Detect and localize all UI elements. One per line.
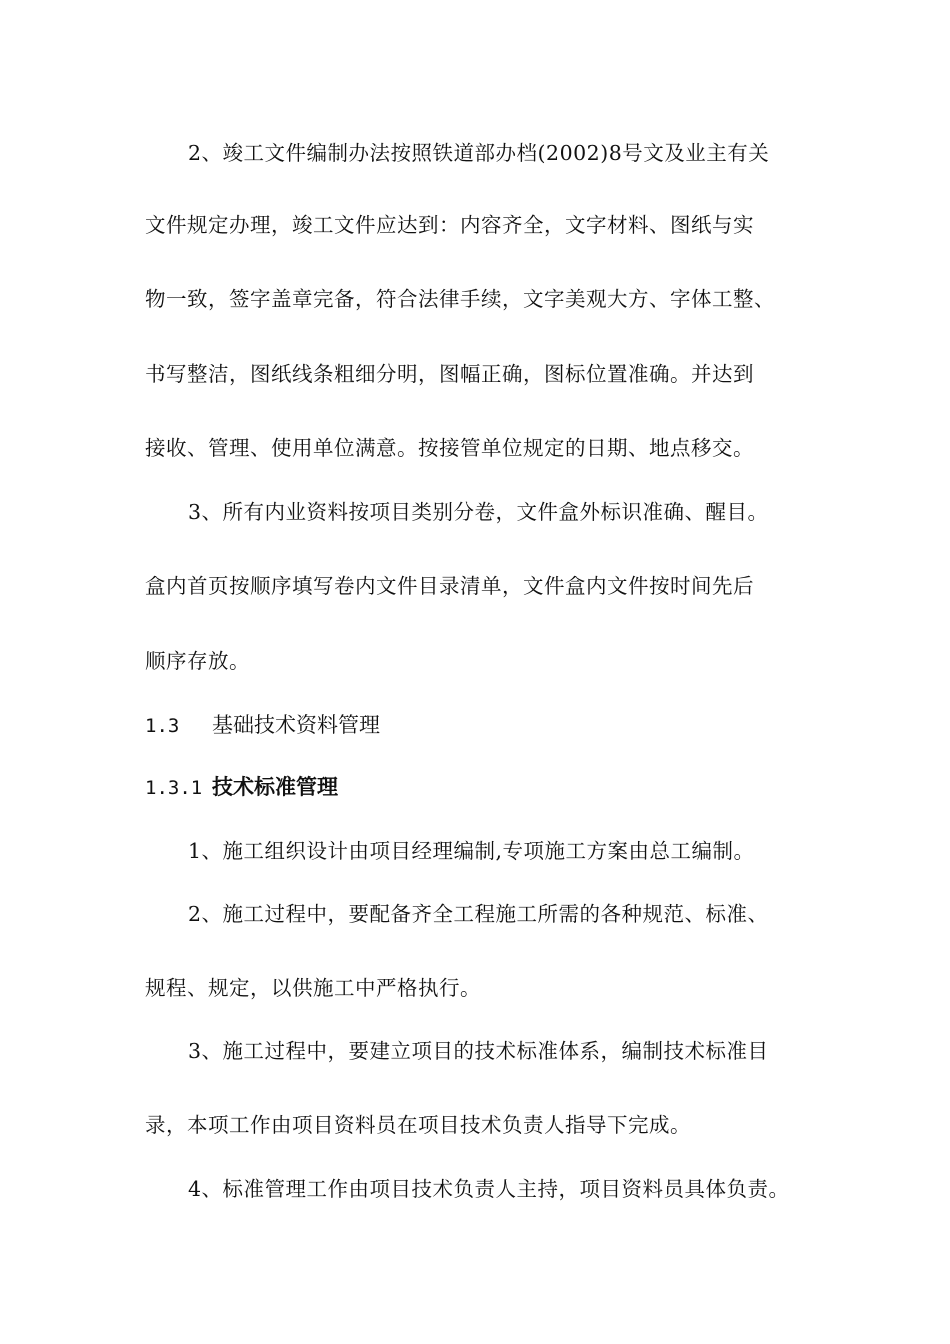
paragraph-line: 接收、管理、使用单位满意。按接管单位规定的日期、地点移交。 <box>145 436 754 460</box>
subsection-title: 技术标准管理 <box>212 775 338 799</box>
list-item-continuation: 规程、规定，以供施工中严格执行。 <box>145 976 481 1000</box>
paragraph-line: 2、竣工文件编制办法按照铁道部办档(2002)8号文及业主有关 <box>188 141 770 165</box>
list-item-continuation: 录，本项工作由项目资料员在项目技术负责人指导下完成。 <box>145 1113 691 1137</box>
paragraph-line: 物一致，签字盖章完备，符合法律手续，文字美观大方、字体工整、 <box>145 287 775 311</box>
paragraph-line: 文件规定办理，竣工文件应达到：内容齐全，文字材料、图纸与实 <box>145 213 754 237</box>
list-item: 1、施工组织设计由项目经理编制,专项施工方案由总工编制。 <box>188 839 755 863</box>
paragraph-line: 盒内首页按顺序填写卷内文件目录清单，文件盒内文件按时间先后 <box>145 574 754 598</box>
paragraph-line: 书写整洁，图纸线条粗细分明，图幅正确，图标位置准确。并达到 <box>145 362 754 386</box>
paragraph-line: 3、所有内业资料按项目类别分卷，文件盒外标识准确、醒目。 <box>188 500 769 524</box>
list-item: 3、施工过程中，要建立项目的技术标准体系，编制技术标准目 <box>188 1039 769 1063</box>
subsection-number: 1.3.1 <box>145 777 203 799</box>
paragraph-line: 顺序存放。 <box>145 649 250 673</box>
list-item: 4、标准管理工作由项目技术负责人主持，项目资料员具体负责。 <box>188 1177 790 1201</box>
section-number: 1.3 <box>145 715 180 737</box>
list-item: 2、施工过程中，要配备齐全工程施工所需的各种规范、标准、 <box>188 902 769 926</box>
section-title: 基础技术资料管理 <box>212 713 380 737</box>
